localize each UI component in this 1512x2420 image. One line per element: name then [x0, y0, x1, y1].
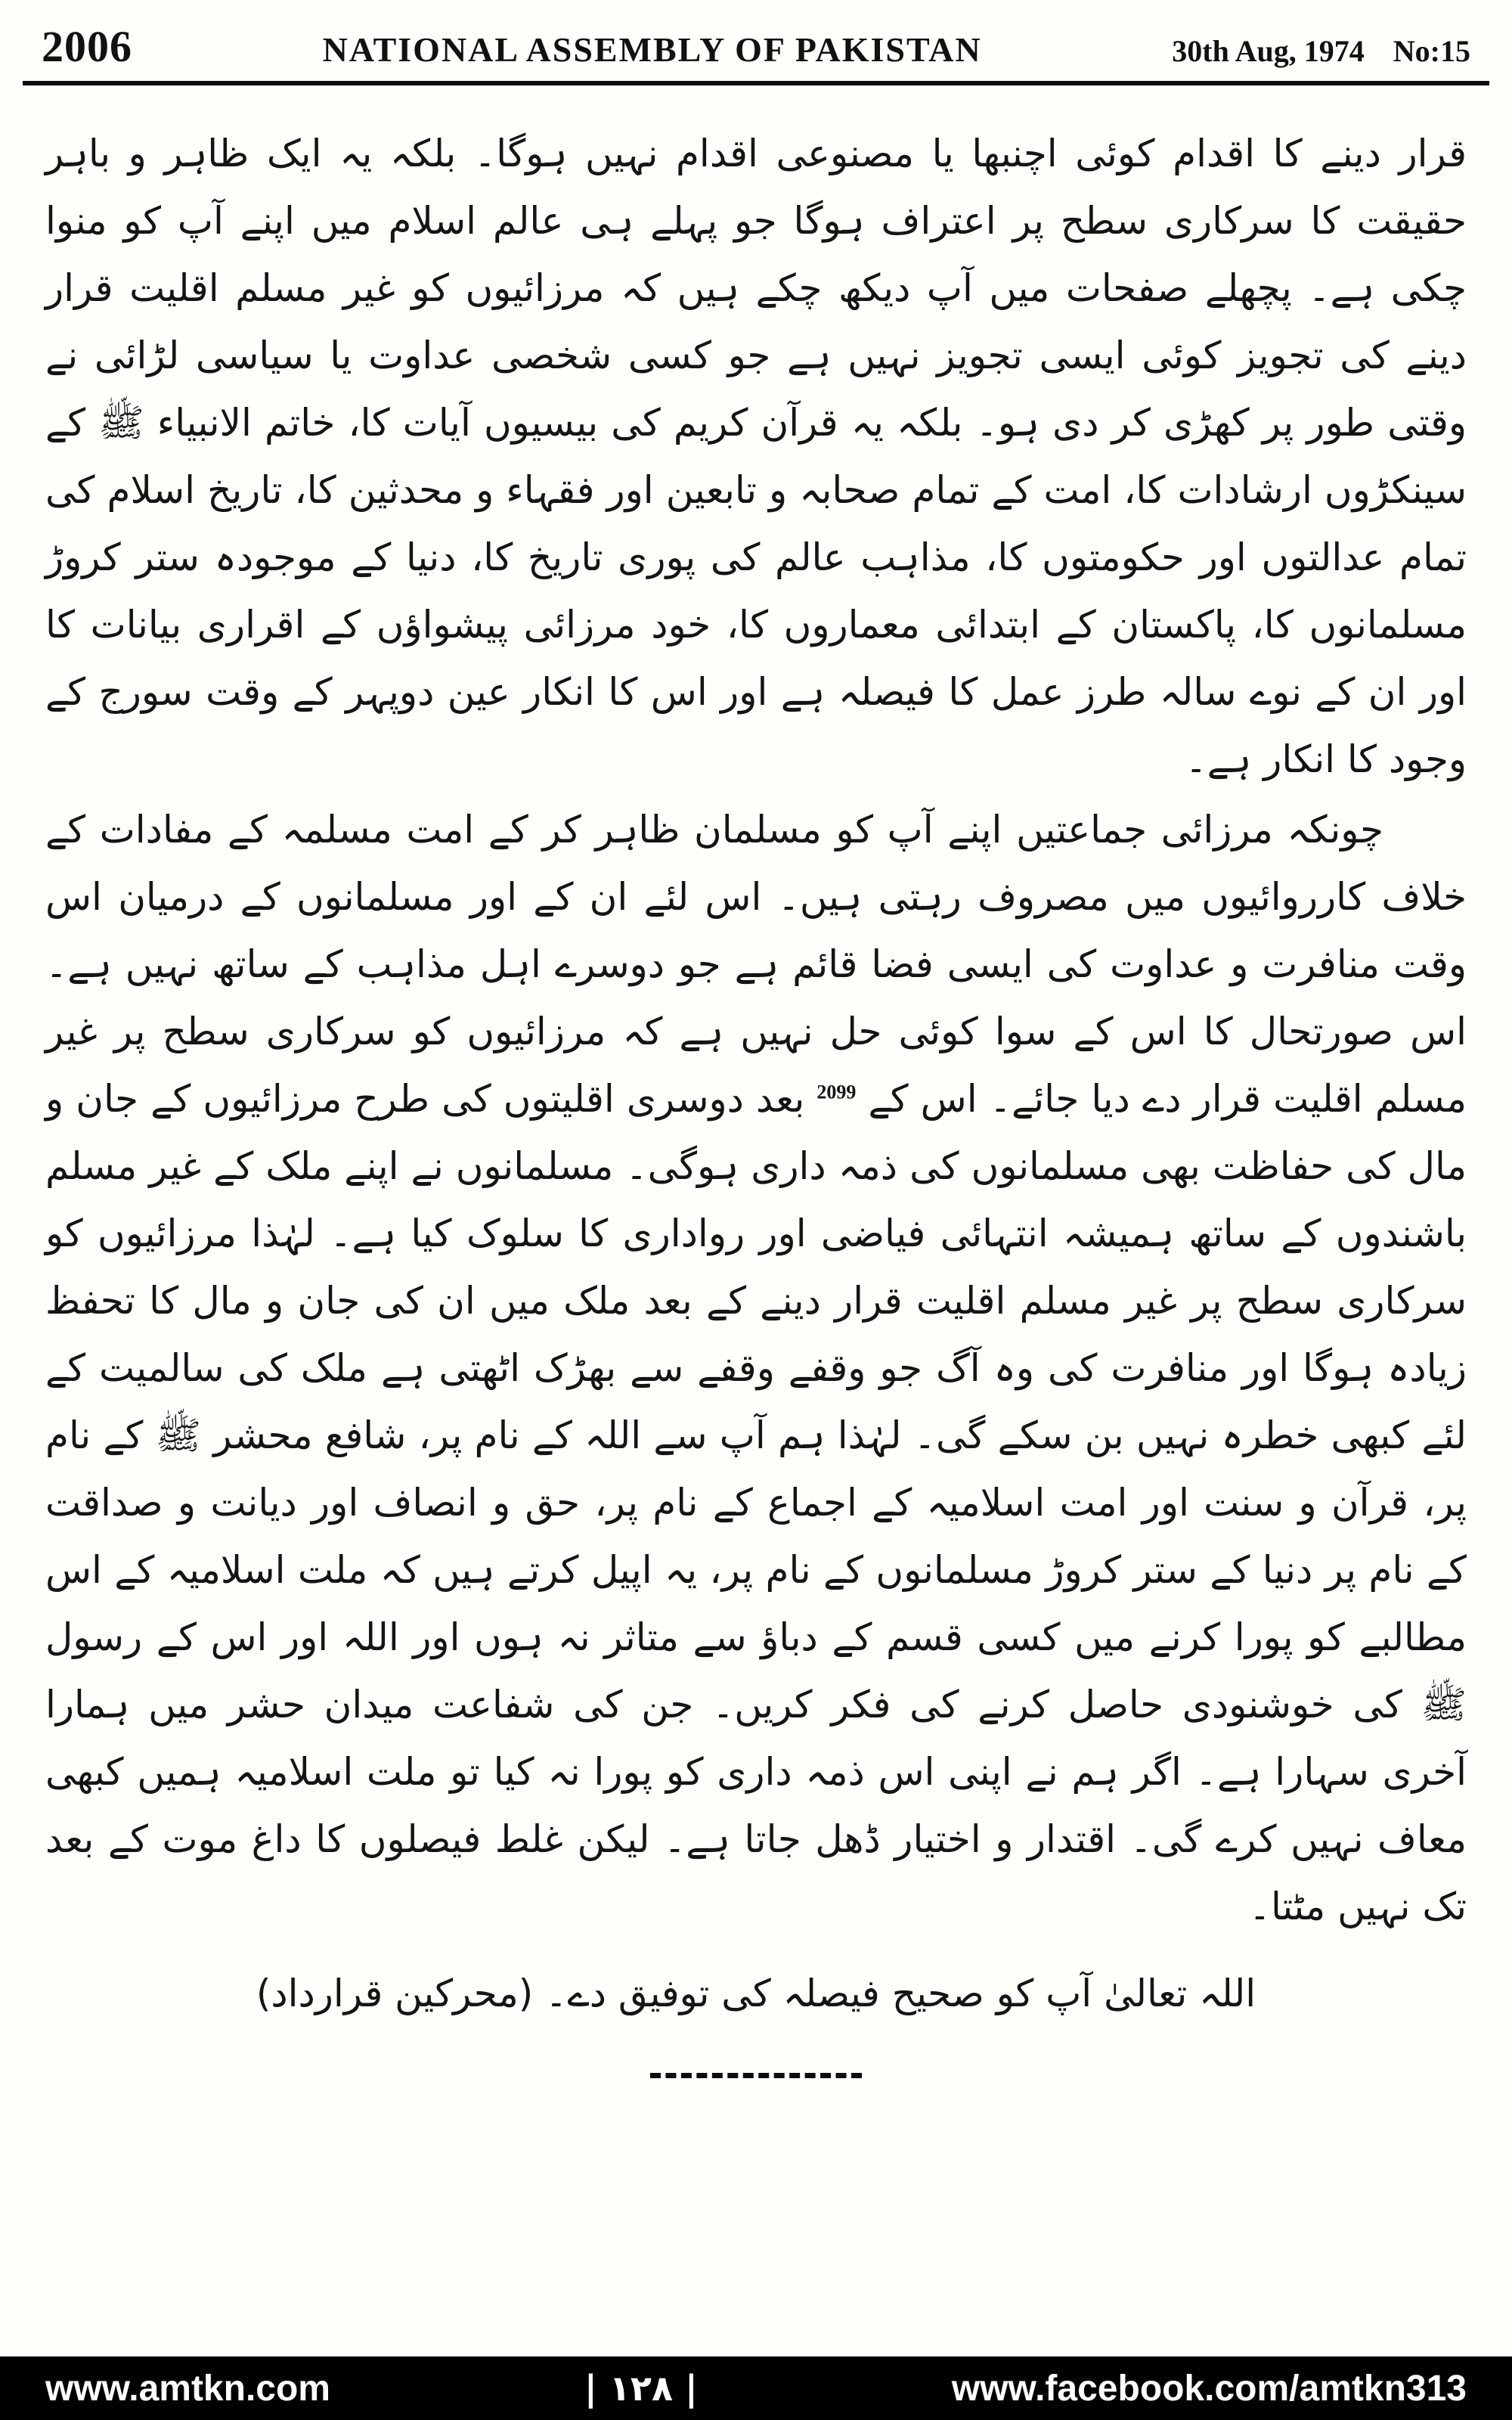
- header-issue: [1172, 33, 1470, 69]
- paragraph-2-lead: چونکہ مرزائی جماعتیں اپنے آپ کو مسلمان ظاہر کر کے امت مسلمہ کے مفادات کے خلاف کارروائیوں میں مصروف رہتی ہیں۔ اس لئے ان کے اور مسلمانوں کے درمیان اس وقت منافرت و عداوت کی ایسی فضا قائم ہے جو دوسرے اہل مذاہب کے ساتھ نہیں ہے۔ اس صورتحال کا اس کے سوا کوئی حل نہیں ہے کہ مرزائیوں کو سرکاری سطح پر غیر مسلم اقلیت قرار دے دیا جائے۔ اس کے: [45, 808, 1467, 1121]
- footer-facebook: www.facebook.com/amtkn313: [951, 2368, 1467, 2409]
- header-issue-number: No:15: [1393, 34, 1470, 68]
- section-separator: [650, 2073, 862, 2078]
- closing-line-text: اللہ تعالیٰ آپ کو صحیح فیصلہ کی توفیق دے۔ (محرکین قرارداد): [256, 1972, 1256, 2015]
- page-header: [0, 0, 1512, 76]
- document-body: [0, 85, 1512, 2078]
- footnote-marker: 2099: [816, 1081, 857, 1103]
- paragraph-1: [45, 120, 1467, 793]
- closing-line: [45, 1960, 1467, 2028]
- paragraph-2: [45, 796, 1467, 1941]
- header-title: NATIONAL ASSEMBLY OF PAKISTAN: [322, 30, 982, 69]
- footer-page-number: | ۱۲۸ |: [584, 2368, 698, 2409]
- footer-website: www.amtkn.com: [45, 2368, 330, 2409]
- paragraph-1-text: قرار دینے کا اقدام کوئی اچنبھا یا مصنوعی اقدام نہیں ہوگا۔ بلکہ یہ ایک ظاہر و باہر حقیقت کا سرکاری سطح پر اعتراف ہوگا جو پہلے ہی عالم اسلام میں اپنے آپ کو منوا چکی ہے۔ پچھلے صفحات میں آپ دیکھ چکے ہیں کہ مرزائیوں کو غیر مسلم اقلیت قرار دینے کی تجویز کوئی ایسی تجویز نہیں ہے جو کسی شخصی عداوت یا سیاسی لڑائی نے وقتی طور پر کھڑی کر دی ہو۔ بلکہ یہ قرآن کریم کی بیسیوں آیات کا، خاتم الانبیاء ﷺ کے سینکڑوں ارشادات کا، امت کے تمام صحابہ و تابعین اور فقہاء و محدثین کا، تاریخ اسلام کی تمام عدالتوں اور حکومتوں کا، مذاہب عالم کی پوری تاریخ کا، دنیا کے موجودہ ستر کروڑ مسلمانوں کا، پاکستان کے ابتدائی معماروں کا، خود مرزائی پیشواؤں کے اقراری بیانات کا اور ان کے نوے سالہ طرز عمل کا فیصلہ ہے اور اس کا انکار عین دوپہر کے وقت سورج کے وجود کا انکار ہے۔: [45, 132, 1467, 781]
- paragraph-2-rest: بعد دوسری اقلیتوں کی طرح مرزائیوں کے جان و مال کی حفاظت بھی مسلمانوں کی ذمہ داری ہوگی۔ مسلمانوں نے اپنے ملک کے غیر مسلم باشندوں کے ساتھ ہمیشہ انتہائی فیاضی اور رواداری کا سلوک کیا ہے۔ لہٰذا مرزائیوں کو سرکاری سطح پر غیر مسلم اقلیت قرار دینے کے بعد ملک میں ان کی جان و مال کا تحفظ زیادہ ہوگا اور منافرت کی وہ آگ جو وقفے وقفے سے بھڑک اٹھتی ہے ملک کی سالمیت کے لئے کبھی خطرہ نہیں بن سکے گی۔ لہٰذا ہم آپ سے اللہ کے نام پر، شافع محشر ﷺ کے نام پر، قرآن و سنت اور امت اسلامیہ کے اجماع کے نام پر، حق و انصاف اور دیانت و صداقت کے نام پر دنیا کے ستر کروڑ مسلمانوں کے نام پر، یہ اپیل کرتے ہیں کہ ملت اسلامیہ کے اس مطالبے کو پورا کرنے میں کسی قسم کے دباؤ سے متاثر نہ ہوں اور اللہ اور اس کے رسول ﷺ کی خوشنودی حاصل کرنے کی فکر کریں۔ جن کی شفاعت میدان حشر میں ہمارا آخری سہارا ہے۔ اگر ہم نے اپنی اس ذمہ داری کو پورا نہ کیا تو ملت اسلامیہ ہمیں کبھی معاف نہیں کرے گی۔ اقتدار و اختیار ڈھل جاتا ہے۔ لیکن غلط فیصلوں کا داغ موت کے بعد تک نہیں مٹتا۔: [45, 1077, 1467, 1928]
- header-date: 30th Aug, 1974: [1172, 34, 1365, 68]
- footer-bar: [0, 2356, 1512, 2420]
- page-number: 2006: [42, 22, 132, 71]
